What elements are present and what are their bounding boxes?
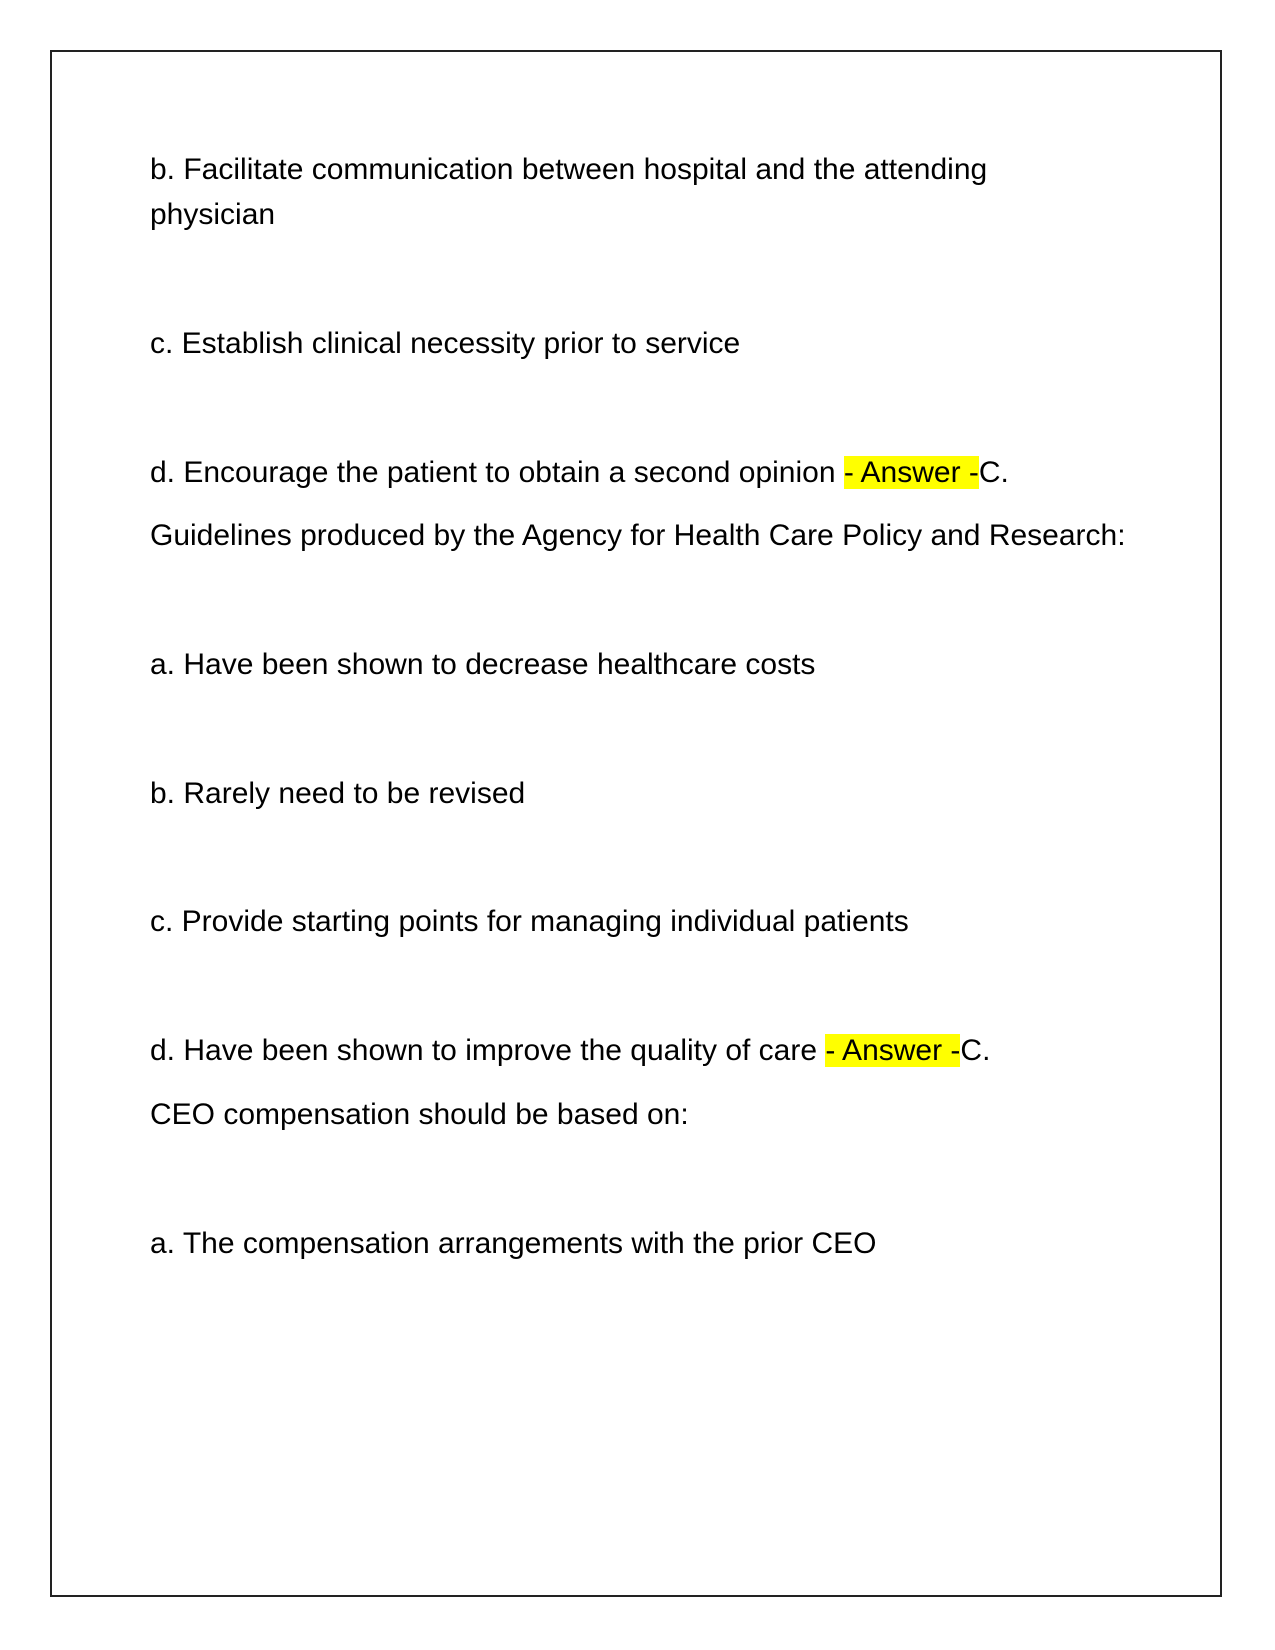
line-text: b. Facilitate communication between hospital and the attending [150,153,988,186]
line-text: physician [150,198,276,231]
option-c-establish [150,321,740,367]
option-b-facilitate-line2 [150,192,275,238]
line-text: c. Provide starting points for managing individual patients [150,905,909,938]
line-text: d. Encourage the patient to obtain a second opinion [150,456,844,489]
line-text: a. The compensation arrangements with the prior CEO [150,1227,877,1260]
page-border [50,50,1222,1597]
answer-highlight: - Answer - [843,456,979,489]
answer-value: C. [960,1034,991,1067]
option-b-facilitate-line1 [150,147,987,193]
line-text: a. Have been shown to decrease healthcare costs [150,648,816,681]
line-text: CEO compensation should be based on: [150,1098,689,1131]
question-guidelines [150,513,1126,559]
option-c-starting-points [150,899,909,945]
option-d-improve-quality [150,1028,990,1074]
line-text: b. Rarely need to be revised [150,777,526,810]
line-text: d. Have been shown to improve the quality of care [150,1034,826,1067]
answer-value: C. [978,456,1009,489]
line-text: Guidelines produced by the Agency for Health Care Policy and Research: [150,519,1126,552]
option-a-prior-ceo [150,1221,876,1267]
option-a-decrease-costs [150,642,815,688]
answer-highlight: - Answer - [825,1034,961,1067]
option-d-encourage [150,450,1009,496]
question-ceo-compensation [150,1092,689,1138]
line-text: c. Establish clinical necessity prior to service [150,327,741,360]
option-b-rarely-revised [150,771,525,817]
